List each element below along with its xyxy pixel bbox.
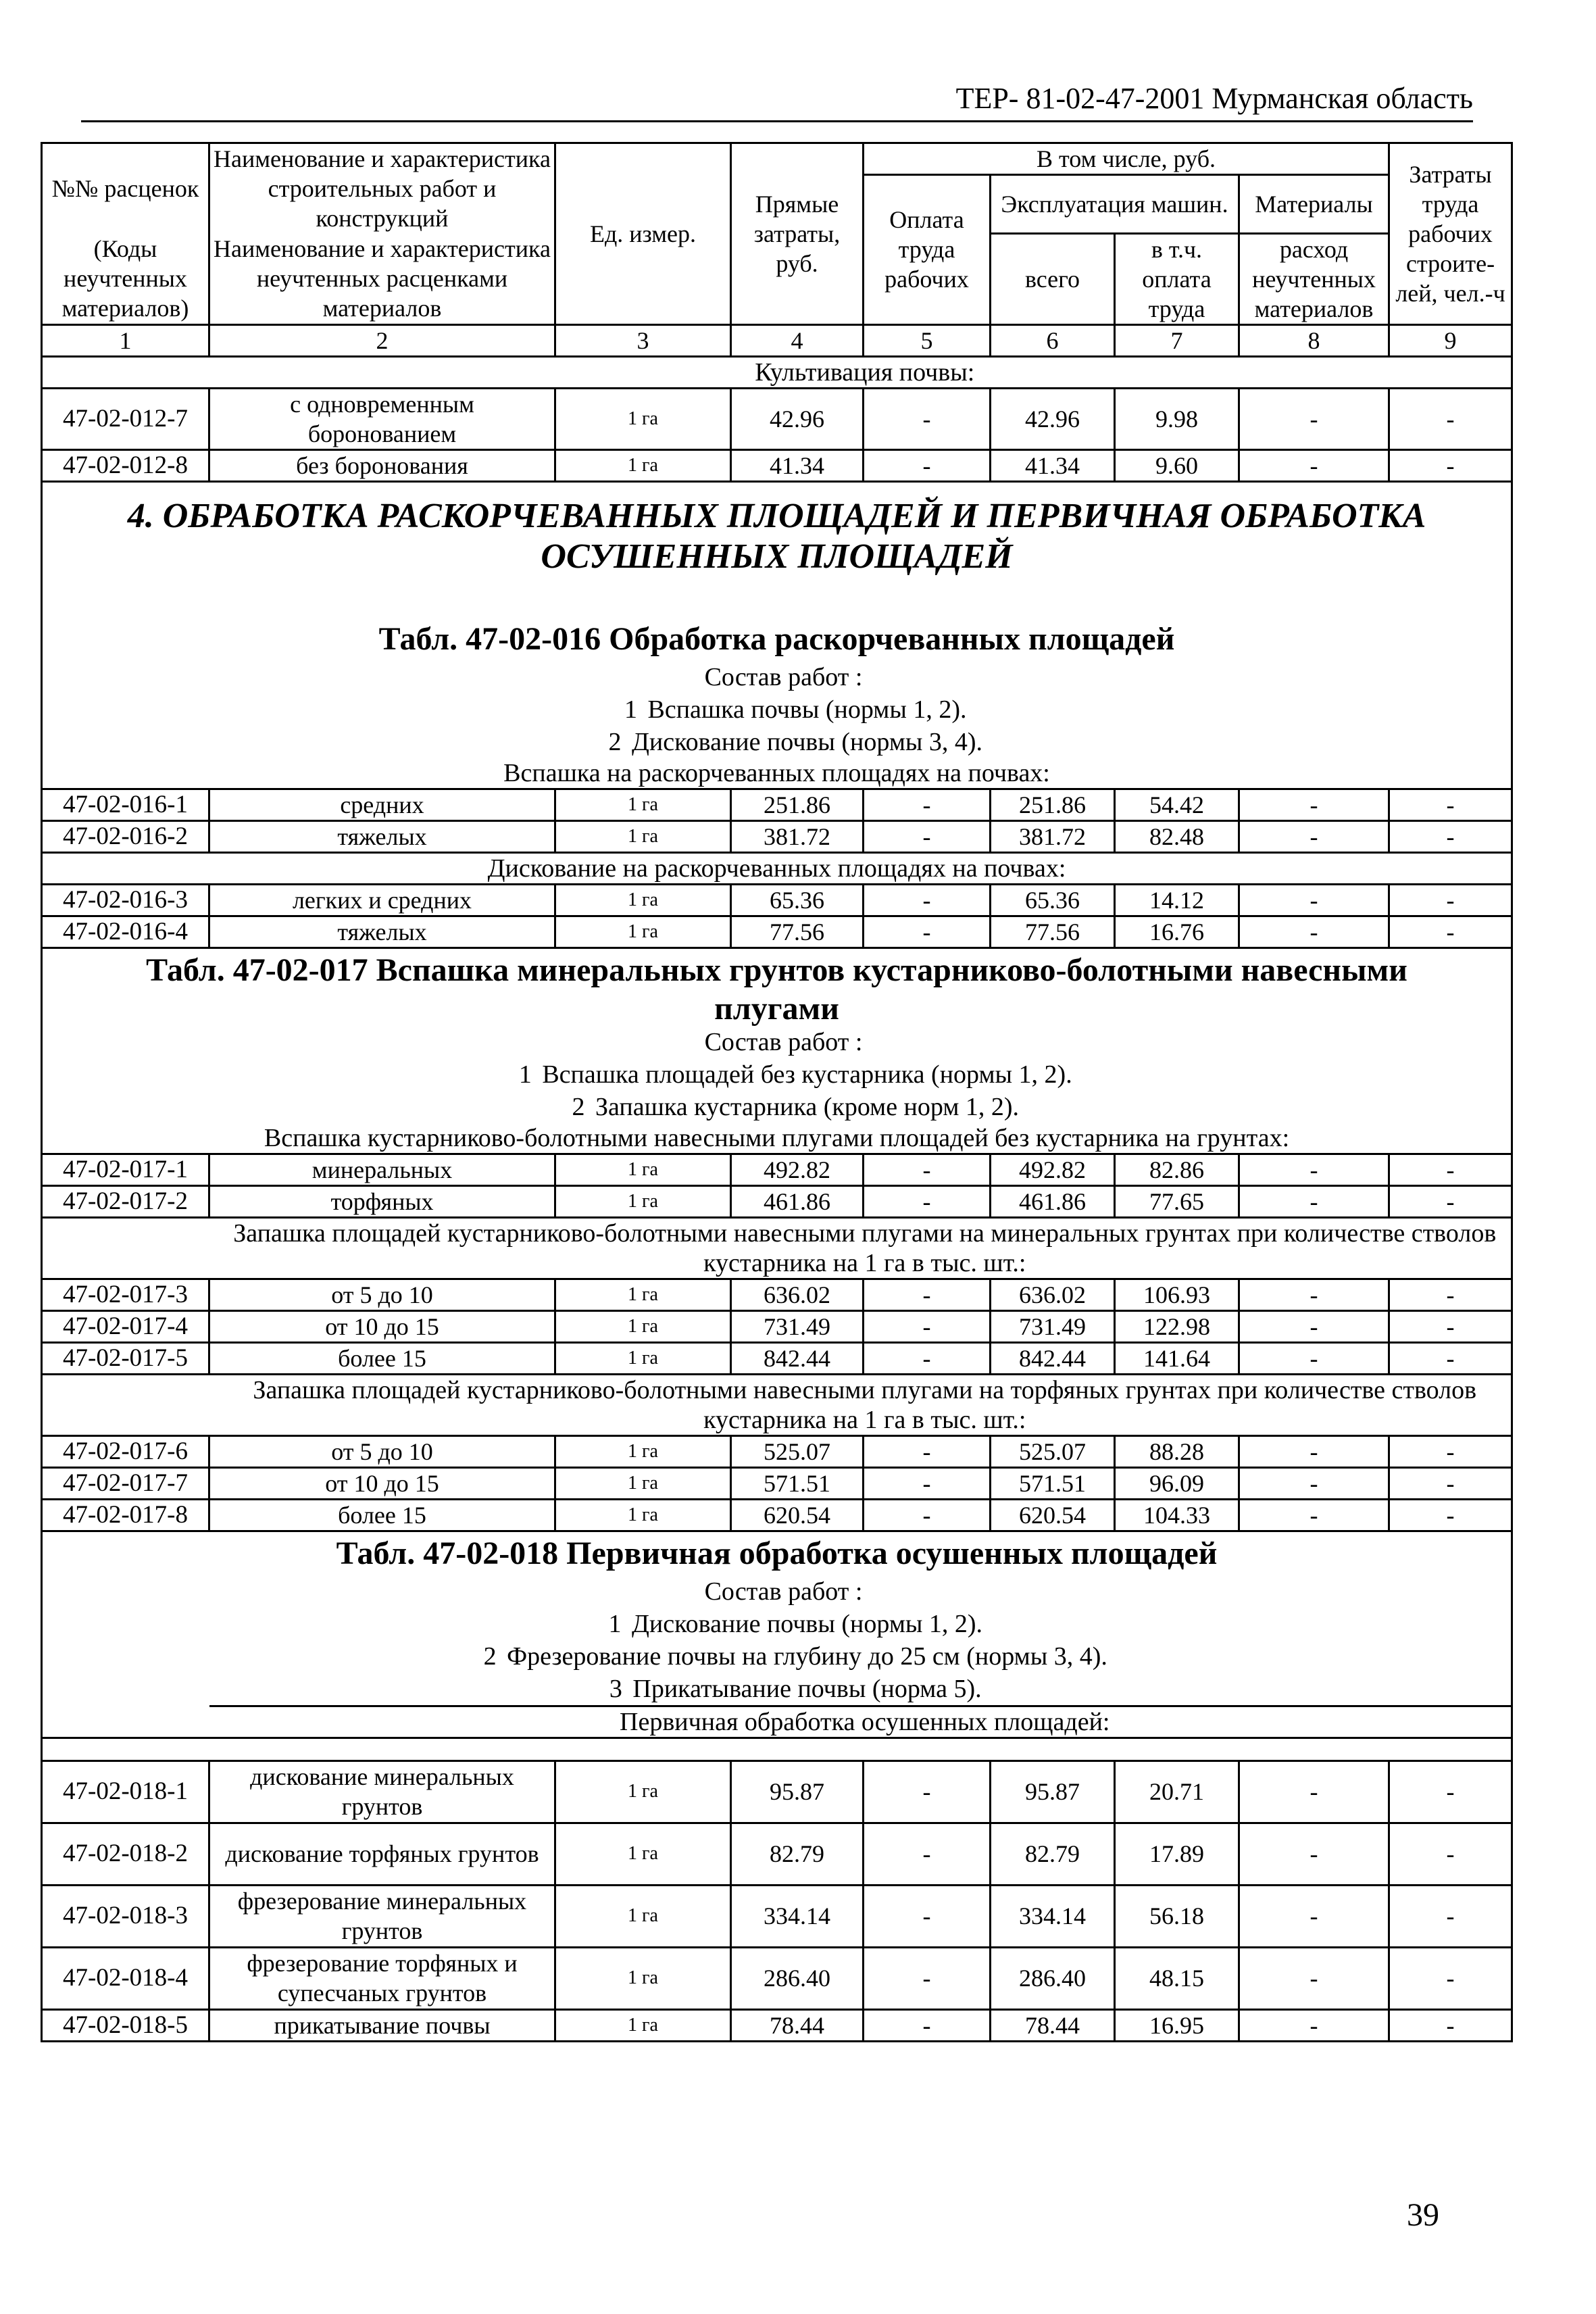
cell-mach: 842.44 — [991, 1342, 1115, 1374]
section-mineral — [42, 1123, 1512, 1154]
table-row — [42, 916, 1512, 947]
item-text: Вспашка площадей без кустарника (нормы 1, 2). — [542, 1060, 1072, 1089]
cell-direct: 42.96 — [731, 388, 864, 449]
cell-hours: - — [1389, 1185, 1512, 1217]
cell-labor: - — [864, 388, 991, 449]
col-header-name-text: Наименование и характеристика строительных работ и конструкций — [214, 145, 551, 232]
table-row — [42, 1435, 1512, 1467]
item-number: 1 — [518, 1060, 532, 1089]
cell-name: дискование минеральных грунтов — [209, 1761, 555, 1823]
table-row — [42, 388, 1512, 449]
table-row — [42, 1947, 1512, 2009]
col-header-materials-alt-text: расход неучтенных материалов — [1252, 235, 1376, 322]
cell-labor: - — [864, 1885, 991, 1947]
cell-mat: - — [1239, 2009, 1389, 2041]
column-number: 2 — [209, 324, 555, 356]
cell-unit: 1 га — [555, 388, 731, 449]
col-header-code — [42, 143, 209, 234]
cell-code: 47-02-017-3 — [42, 1279, 209, 1310]
cell-labor: - — [864, 1499, 991, 1531]
cell-unit: 1 га — [555, 884, 731, 916]
item-text: Запашка кустарника (кроме норм 1, 2). — [595, 1092, 1020, 1121]
cell-mach-labor: 106.93 — [1115, 1279, 1239, 1310]
cell-mach-labor: 104.33 — [1115, 1499, 1239, 1531]
section-primary — [42, 1706, 1512, 1738]
item-text: Прикатывание почвы (норма 5). — [632, 1674, 982, 1703]
cell-direct: 381.72 — [731, 820, 864, 852]
cell-name: без боронования — [209, 449, 555, 481]
table-row — [42, 1467, 1512, 1499]
cell-direct: 286.40 — [731, 1947, 864, 2009]
cell-unit: 1 га — [555, 1885, 731, 1947]
cell-mach: 620.54 — [991, 1499, 1115, 1531]
cell-mat: - — [1239, 1761, 1389, 1823]
cell-mach-labor: 9.60 — [1115, 449, 1239, 481]
table-018-item-1 — [45, 1608, 1508, 1640]
cell-mach-labor: 56.18 — [1115, 1885, 1239, 1947]
cell-labor: - — [864, 2009, 991, 2041]
cell-mach: 381.72 — [991, 820, 1115, 852]
table-016-item-2 — [45, 726, 1508, 758]
cell-hours: - — [1389, 1947, 1512, 2009]
table-017-block — [42, 947, 1512, 1123]
col-header-direct-text: Прямые затраты, руб. — [753, 190, 841, 277]
cell-mat: - — [1239, 388, 1389, 449]
cell-mach-labor: 16.76 — [1115, 916, 1239, 947]
cell-mach-labor: 16.95 — [1115, 2009, 1239, 2041]
cell-hours: - — [1389, 820, 1512, 852]
cell-name: тяжелых — [209, 916, 555, 947]
col-header-direct — [731, 143, 864, 325]
cell-code: 47-02-017-5 — [42, 1342, 209, 1374]
cell-labor: - — [864, 1761, 991, 1823]
cell-direct: 620.54 — [731, 1499, 864, 1531]
col-header-labor — [864, 175, 991, 325]
cell-hours: - — [1389, 789, 1512, 820]
column-number: 6 — [991, 324, 1115, 356]
cell-name: от 5 до 10 — [209, 1279, 555, 1310]
rates-table — [41, 142, 1513, 2042]
col-header-machines-labor — [1115, 233, 1239, 324]
cell-mach: 82.79 — [991, 1823, 1115, 1885]
column-number: 5 — [864, 324, 991, 356]
cell-mach: 41.34 — [991, 449, 1115, 481]
cell-mach-labor: 88.28 — [1115, 1435, 1239, 1467]
cell-code: 47-02-012-8 — [42, 449, 209, 481]
cell-mat: - — [1239, 916, 1389, 947]
cell-name: фрезерование торфяных и супесчаных грунтов — [209, 1947, 555, 2009]
cell-name: торфяных — [209, 1185, 555, 1217]
page-number: 39 — [1407, 2197, 1439, 2233]
column-number: 4 — [731, 324, 864, 356]
cell-direct: 492.82 — [731, 1154, 864, 1185]
cell-code: 47-02-017-1 — [42, 1154, 209, 1185]
col-header-unit — [555, 143, 731, 325]
section-cultivation — [42, 356, 1512, 388]
cell-mach-labor: 96.09 — [1115, 1467, 1239, 1499]
cell-mach-labor: 54.42 — [1115, 789, 1239, 820]
table-row — [42, 1342, 1512, 1374]
cell-mach: 251.86 — [991, 789, 1115, 820]
col-header-name-alt-text: Наименование и характеристика неучтенных расценками материалов — [214, 235, 551, 322]
cell-code: 47-02-017-6 — [42, 1435, 209, 1467]
cell-mat: - — [1239, 1310, 1389, 1342]
column-number: 1 — [42, 324, 209, 356]
cell-unit: 1 га — [555, 1435, 731, 1467]
cell-name: более 15 — [209, 1499, 555, 1531]
cell-mach-labor: 122.98 — [1115, 1310, 1239, 1342]
cell-direct: 251.86 — [731, 789, 864, 820]
col-header-labor-cost-text: Затраты труда рабочих строите-лей, чел.-ч — [1395, 160, 1505, 307]
cell-mach-labor: 14.12 — [1115, 884, 1239, 916]
cell-mach: 42.96 — [991, 388, 1115, 449]
section-title: Дискование на раскорчеванных площадях на почвах: — [42, 852, 1512, 884]
cell-name: от 10 до 15 — [209, 1310, 555, 1342]
cell-labor: - — [864, 1435, 991, 1467]
cell-direct: 571.51 — [731, 1467, 864, 1499]
rates-table-body — [42, 143, 1512, 2042]
page-header-title: ТЕР- 81-02-47-2001 Мурманская область — [955, 82, 1473, 115]
cell-labor: - — [864, 1342, 991, 1374]
table-018-item-3 — [45, 1673, 1508, 1705]
cell-mat: - — [1239, 1279, 1389, 1310]
cell-hours: - — [1389, 1467, 1512, 1499]
cell-unit: 1 га — [555, 449, 731, 481]
table-row — [42, 2009, 1512, 2041]
cell-unit: 1 га — [555, 1154, 731, 1185]
cell-name: тяжелых — [209, 820, 555, 852]
cell-mach-labor: 141.64 — [1115, 1342, 1239, 1374]
cell-name: средних — [209, 789, 555, 820]
cell-name: от 10 до 15 — [209, 1467, 555, 1499]
cell-unit: 1 га — [555, 1279, 731, 1310]
table-row — [42, 1761, 1512, 1823]
section-till-peat — [42, 1374, 1512, 1435]
cell-direct: 65.36 — [731, 884, 864, 916]
cell-mach-labor: 77.65 — [1115, 1185, 1239, 1217]
table-row — [42, 1185, 1512, 1217]
col-header-materials-alt — [1239, 233, 1389, 324]
cell-hours: - — [1389, 1885, 1512, 1947]
cell-labor: - — [864, 789, 991, 820]
section-title: Культивация почвы: — [209, 356, 1512, 388]
cell-mat: - — [1239, 789, 1389, 820]
table-017-item-2 — [45, 1091, 1508, 1123]
section-title: Запашка площадей кустарниково-болотными навесными плугами на минеральных грунтах при количестве стволов кустарника на 1 га в тыс. шт.: — [209, 1217, 1512, 1279]
col-header-machines-total-text: всего — [1024, 265, 1080, 293]
chapter-block — [42, 481, 1512, 758]
item-text: Дискование почвы (нормы 3, 4). — [631, 727, 983, 756]
cell-code: 47-02-018-1 — [42, 1761, 209, 1823]
table-row — [42, 1823, 1512, 1885]
cell-direct: 636.02 — [731, 1279, 864, 1310]
cell-direct: 41.34 — [731, 449, 864, 481]
cell-hours: - — [1389, 1761, 1512, 1823]
section-title: Запашка площадей кустарниково-болотными навесными плугами на торфяных грунтах при количестве стволов кустарника на 1 га в тыс. шт.: — [209, 1374, 1512, 1435]
cell-direct: 461.86 — [731, 1185, 864, 1217]
cell-mat: - — [1239, 1342, 1389, 1374]
cell-name: легких и средних — [209, 884, 555, 916]
cell-code: 47-02-017-2 — [42, 1185, 209, 1217]
col-header-incl — [864, 143, 1389, 175]
cell-unit: 1 га — [555, 1499, 731, 1531]
item-number: 3 — [609, 1674, 622, 1703]
cell-mat: - — [1239, 884, 1389, 916]
column-number: 9 — [1389, 324, 1512, 356]
cell-mach-labor: 17.89 — [1115, 1823, 1239, 1885]
section-title: Первичная обработка осушенных площадей: — [209, 1706, 1512, 1738]
cell-name: более 15 — [209, 1342, 555, 1374]
cell-unit: 1 га — [555, 1761, 731, 1823]
cell-code: 47-02-016-1 — [42, 789, 209, 820]
table-row — [42, 1885, 1512, 1947]
cell-mat: - — [1239, 1823, 1389, 1885]
cell-unit: 1 га — [555, 820, 731, 852]
chapter-cell — [42, 481, 1512, 758]
cell-hours: - — [1389, 884, 1512, 916]
cell-mat: - — [1239, 1885, 1389, 1947]
col-header-unit-text: Ед. измер. — [589, 220, 697, 247]
cell-hours: - — [1389, 388, 1512, 449]
cell-code: 47-02-016-2 — [42, 820, 209, 852]
cell-name: минеральных — [209, 1154, 555, 1185]
table-header-row-1 — [42, 143, 1512, 175]
cell-mach-labor: 20.71 — [1115, 1761, 1239, 1823]
col-header-code-alt — [42, 233, 209, 324]
cell-mach: 78.44 — [991, 2009, 1115, 2041]
cell-mach-labor: 9.98 — [1115, 388, 1239, 449]
table-row — [42, 1279, 1512, 1310]
col-header-machines-total — [991, 233, 1115, 324]
header-rule — [81, 120, 1473, 122]
cell-labor: - — [864, 1947, 991, 2009]
table-row — [42, 449, 1512, 481]
cell-labor: - — [864, 1185, 991, 1217]
col-header-incl-text: В том числе, руб. — [1037, 145, 1216, 172]
table-018-title: Табл. 47-02-018 Первичная обработка осушенных площадей — [336, 1535, 1218, 1571]
cell-name: фрезерование минеральных грунтов — [209, 1885, 555, 1947]
section-till-mineral — [42, 1217, 1512, 1279]
spacer-row — [42, 1738, 1512, 1761]
cell-mach: 77.56 — [991, 916, 1115, 947]
cell-name: прикатывание почвы — [209, 2009, 555, 2041]
column-number: 8 — [1239, 324, 1389, 356]
col-header-machines-text: Эксплуатация машин. — [1001, 190, 1228, 218]
cell-hours: - — [1389, 1342, 1512, 1374]
table-018-cell — [42, 1531, 1512, 1706]
cell-name: от 5 до 10 — [209, 1435, 555, 1467]
item-number: 1 — [608, 1609, 622, 1638]
table-017-cell — [42, 947, 1512, 1123]
col-header-materials-text: Материалы — [1255, 190, 1373, 218]
cell-code: 47-02-018-2 — [42, 1823, 209, 1885]
cell-unit: 1 га — [555, 1185, 731, 1217]
section-title: Вспашка кустарниково-болотными навесными плугами площадей без кустарника на грунтах: — [42, 1123, 1512, 1154]
cell-name: с одновременным боронованием — [209, 388, 555, 449]
table-017-title-a: Табл. 47-02-017 Вспашка минеральных грунтов кустарниково-болотными навесными — [146, 952, 1407, 988]
cell-mach: 95.87 — [991, 1761, 1115, 1823]
cell-mach: 571.51 — [991, 1467, 1115, 1499]
table-row — [42, 1310, 1512, 1342]
cell-mat: - — [1239, 820, 1389, 852]
cell-mat: - — [1239, 1154, 1389, 1185]
cell-mat: - — [1239, 1185, 1389, 1217]
col-header-code-alt-text: (Коды неучтенных материалов) — [61, 235, 189, 322]
section-disking — [42, 852, 1512, 884]
cell-mach-labor: 82.48 — [1115, 820, 1239, 852]
cell-direct: 842.44 — [731, 1342, 864, 1374]
column-number: 3 — [555, 324, 731, 356]
item-number: 2 — [483, 1642, 497, 1671]
cell-unit: 1 га — [555, 916, 731, 947]
cell-mach: 461.86 — [991, 1185, 1115, 1217]
cell-direct: 525.07 — [731, 1435, 864, 1467]
table-016-title: Табл. 47-02-016 Обработка раскорчеванных площадей — [378, 620, 1175, 657]
cell-code: 47-02-012-7 — [42, 388, 209, 449]
table-016-item-1 — [45, 693, 1508, 726]
cell-name: дискование торфяных грунтов — [209, 1823, 555, 1885]
cell-direct: 731.49 — [731, 1310, 864, 1342]
table-018-composition: Состав работ : — [704, 1577, 863, 1606]
col-header-materials — [1239, 175, 1389, 234]
cell-labor: - — [864, 1310, 991, 1342]
cell-hours: - — [1389, 1154, 1512, 1185]
cell-code: 47-02-017-4 — [42, 1310, 209, 1342]
cell-hours: - — [1389, 449, 1512, 481]
col-header-name — [209, 143, 555, 234]
cell-unit: 1 га — [555, 1467, 731, 1499]
col-header-labor-text: Оплата труда рабочих — [884, 206, 969, 293]
cell-hours: - — [1389, 1823, 1512, 1885]
table-016-composition: Состав работ : — [704, 662, 863, 691]
cell-mach: 636.02 — [991, 1279, 1115, 1310]
cell-labor: - — [864, 1279, 991, 1310]
chapter-title-2: ОСУШЕННЫХ ПЛОЩАДЕЙ — [541, 537, 1013, 576]
cell-unit: 1 га — [555, 2009, 731, 2041]
item-number: 1 — [624, 695, 637, 724]
col-header-name-alt — [209, 233, 555, 324]
table-row — [42, 1154, 1512, 1185]
col-header-machines-labor-text: в т.ч. оплата труда — [1142, 235, 1212, 322]
cell-mat: - — [1239, 1947, 1389, 2009]
cell-mat: - — [1239, 449, 1389, 481]
cell-labor: - — [864, 820, 991, 852]
cell-code: 47-02-018-3 — [42, 1885, 209, 1947]
cell-labor: - — [864, 884, 991, 916]
cell-code: 47-02-016-3 — [42, 884, 209, 916]
item-text: Дискование почвы (нормы 1, 2). — [631, 1609, 983, 1638]
cell-direct: 78.44 — [731, 2009, 864, 2041]
cell-mach: 731.49 — [991, 1310, 1115, 1342]
cell-labor: - — [864, 916, 991, 947]
cell-direct: 82.79 — [731, 1823, 864, 1885]
col-header-code-text: №№ расценок — [51, 175, 199, 202]
cell-labor: - — [864, 1154, 991, 1185]
table-018-block — [42, 1531, 1512, 1706]
cell-labor: - — [864, 1467, 991, 1499]
table-018-item-2 — [45, 1640, 1508, 1673]
item-text: Вспашка почвы (нормы 1, 2). — [647, 695, 967, 724]
cell-code: 47-02-018-4 — [42, 1947, 209, 2009]
cell-hours: - — [1389, 1499, 1512, 1531]
cell-mach: 65.36 — [991, 884, 1115, 916]
column-number: 7 — [1115, 324, 1239, 356]
col-header-machines — [991, 175, 1239, 234]
cell-mach: 286.40 — [991, 1947, 1115, 2009]
item-number: 2 — [608, 727, 622, 756]
cell-mach-labor: 82.86 — [1115, 1154, 1239, 1185]
cell-unit: 1 га — [555, 789, 731, 820]
cell-mat: - — [1239, 1435, 1389, 1467]
cell-mach: 525.07 — [991, 1435, 1115, 1467]
chapter-title-1: 4. ОБРАБОТКА РАСКОРЧЕВАННЫХ ПЛОЩАДЕЙ И ПЕРВИЧНАЯ ОБРАБОТКА — [127, 496, 1426, 535]
col-header-labor-cost — [1389, 143, 1512, 325]
cell-code: 47-02-017-8 — [42, 1499, 209, 1531]
cell-mach: 334.14 — [991, 1885, 1115, 1947]
cell-direct: 334.14 — [731, 1885, 864, 1947]
cell-mat: - — [1239, 1467, 1389, 1499]
cell-code: 47-02-016-4 — [42, 916, 209, 947]
cell-code: 47-02-018-5 — [42, 2009, 209, 2041]
cell-hours: - — [1389, 1310, 1512, 1342]
table-row — [42, 789, 1512, 820]
cell-hours: - — [1389, 2009, 1512, 2041]
cell-mach: 492.82 — [991, 1154, 1115, 1185]
cell-unit: 1 га — [555, 1947, 731, 2009]
table-017-composition: Состав работ : — [704, 1027, 863, 1056]
cell-mat: - — [1239, 1499, 1389, 1531]
table-row — [42, 884, 1512, 916]
cell-unit: 1 га — [555, 1342, 731, 1374]
cell-code: 47-02-017-7 — [42, 1467, 209, 1499]
table-017-item-1 — [45, 1058, 1508, 1091]
table-row — [42, 1499, 1512, 1531]
table-017-title-b: плугами — [714, 990, 839, 1027]
table-row — [42, 820, 1512, 852]
cell-labor: - — [864, 1823, 991, 1885]
item-text: Фрезерование почвы на глубину до 25 см (нормы 3, 4). — [507, 1642, 1107, 1671]
cell-hours: - — [1389, 1279, 1512, 1310]
cell-direct: 95.87 — [731, 1761, 864, 1823]
cell-mach-labor: 48.15 — [1115, 1947, 1239, 2009]
cell-hours: - — [1389, 916, 1512, 947]
cell-hours: - — [1389, 1435, 1512, 1467]
item-number: 2 — [572, 1092, 585, 1121]
cell-labor: - — [864, 449, 991, 481]
section-title: Вспашка на раскорчеванных площадях на почвах: — [42, 758, 1512, 789]
section-plowing — [42, 758, 1512, 789]
cell-unit: 1 га — [555, 1310, 731, 1342]
cell-unit: 1 га — [555, 1823, 731, 1885]
cell-direct: 77.56 — [731, 916, 864, 947]
column-numbers-row — [42, 324, 1512, 356]
